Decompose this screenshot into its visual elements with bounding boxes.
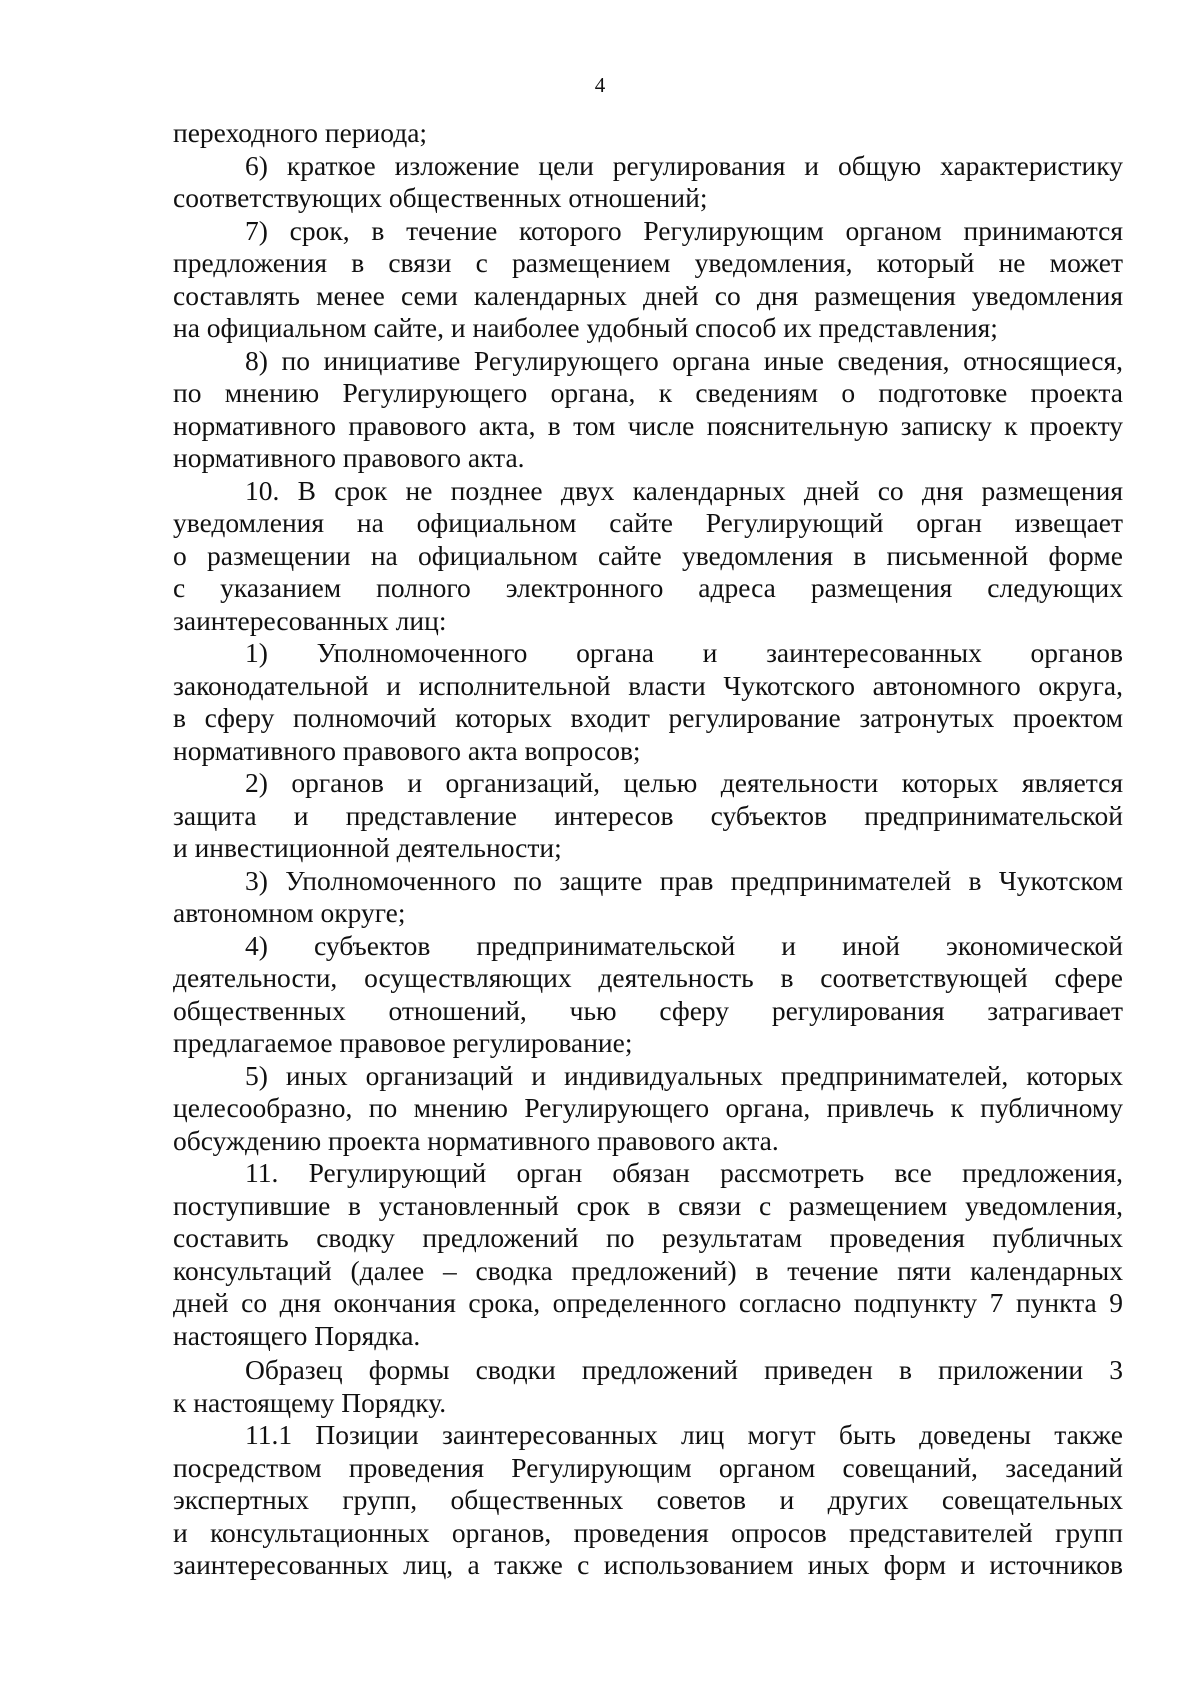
paragraph-line: Образец формы сводки предложений приведен в приложении 3 bbox=[245, 1354, 1123, 1385]
paragraph-line: на официальном сайте, и наиболее удобный способ их представления; bbox=[173, 312, 998, 343]
paragraph-line: 11.1 Позиции заинтересованных лиц могут быть доведены также bbox=[245, 1419, 1123, 1450]
paragraph-line: дней со дня окончания срока, определенного согласно подпункту 7 пункта 9 bbox=[173, 1287, 1123, 1318]
paragraph-line: переходного периода; bbox=[173, 117, 428, 148]
paragraph-line: заинтересованных лиц, а также с использованием иных форм и источников bbox=[173, 1549, 1123, 1580]
paragraph-line: нормативного правового акта вопросов; bbox=[173, 734, 641, 766]
paragraph-line: целесообразно, по мнению Регулирующего органа, привлечь к публичному bbox=[173, 1092, 1123, 1123]
paragraph-line: к настоящему Порядку. bbox=[173, 1386, 447, 1418]
paragraph-line: 5) иных организаций и индивидуальных предпринимателей, которых bbox=[245, 1059, 1123, 1091]
page-number: 4 bbox=[594, 73, 606, 97]
paragraph-line: составлять менее семи календарных дней со дня размещения уведомления bbox=[173, 279, 1123, 311]
paragraph-line: нормативного правового акта, в том числе пояснительную записку к проекту bbox=[173, 409, 1123, 441]
paragraph-line: 1) Уполномоченного органа и заинтересованных органов bbox=[245, 637, 1123, 668]
paragraph-line: защита и представление интересов субъектов предпринимательской bbox=[173, 799, 1123, 831]
paragraph-line: предложения в связи с размещением уведомления, который не может bbox=[173, 247, 1123, 278]
paragraph-line: о размещении на официальном сайте уведомления в письменной форме bbox=[173, 539, 1123, 571]
paragraph-line: 7) срок, в течение которого Регулирующим органом принимаются bbox=[245, 214, 1123, 246]
paragraph-line: и инвестиционной деятельности; bbox=[173, 832, 562, 863]
paragraph-line: предлагаемое правовое регулирование; bbox=[173, 1027, 633, 1058]
paragraph-line: законодательной и исполнительной власти Чукотского автономного округа, bbox=[173, 669, 1123, 701]
paragraph-line: по мнению Регулирующего органа, к сведениям о подготовке проекта bbox=[173, 377, 1123, 408]
paragraph-line: автономном округе; bbox=[173, 897, 406, 928]
paragraph-line: соответствующих общественных отношений; bbox=[173, 182, 708, 213]
paragraph-line: поступившие в установленный срок в связи с размещением уведомления, bbox=[173, 1189, 1123, 1221]
paragraph-line: составить сводку предложений по результатам проведения публичных bbox=[173, 1222, 1123, 1253]
paragraph-line: общественных отношений, чью сферу регулирования затрагивает bbox=[173, 994, 1123, 1026]
paragraph-line: нормативного правового акта. bbox=[173, 442, 525, 473]
paragraph-line: 4) субъектов предпринимательской и иной экономической bbox=[245, 929, 1123, 961]
paragraph-line: заинтересованных лиц: bbox=[173, 604, 447, 636]
paragraph-line: 2) органов и организаций, целью деятельности которых является bbox=[245, 767, 1123, 798]
paragraph-line: 6) краткое изложение цели регулирования и общую характеристику bbox=[245, 149, 1123, 181]
paragraph-line: с указанием полного электронного адреса размещения следующих bbox=[173, 572, 1123, 603]
paragraph-line: в сферу полномочий которых входит регулирование затронутых проектом bbox=[173, 702, 1123, 733]
paragraph-line: уведомления на официальном сайте Регулирующий орган извещает bbox=[173, 507, 1123, 538]
paragraph-line: 10. В срок не позднее двух календарных дней со дня размещения bbox=[245, 474, 1123, 506]
paragraph-line: 8) по инициативе Регулирующего органа иные сведения, относящиеся, bbox=[245, 344, 1123, 376]
paragraph-line: деятельности, осуществляющих деятельность в соответствующей сфере bbox=[173, 962, 1123, 993]
paragraph-line: обсуждению проекта нормативного правового акта. bbox=[173, 1124, 779, 1156]
document-body bbox=[173, 117, 1123, 1582]
paragraph-line: и консультационных органов, проведения опросов представителей групп bbox=[173, 1516, 1123, 1548]
paragraph-line: 3) Уполномоченного по защите прав предпринимателей в Чукотском bbox=[245, 864, 1123, 896]
paragraph-line: 11. Регулирующий орган обязан рассмотреть все предложения, bbox=[245, 1157, 1123, 1188]
paragraph-line: консультаций (далее – сводка предложений) в течение пяти календарных bbox=[173, 1254, 1123, 1286]
paragraph-line: настоящего Порядка. bbox=[173, 1319, 421, 1351]
paragraph-line: экспертных групп, общественных советов и других совещательных bbox=[173, 1484, 1123, 1515]
paragraph-line: посредством проведения Регулирующим органом совещаний, заседаний bbox=[173, 1451, 1123, 1483]
